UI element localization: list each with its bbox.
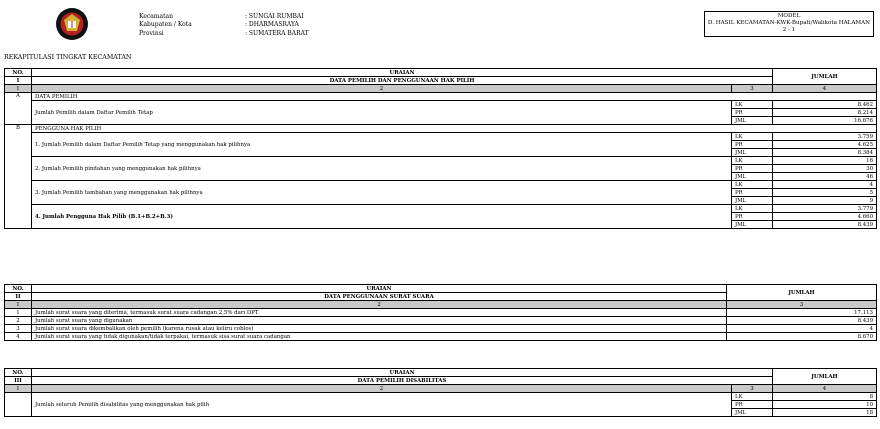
column-number: 1 — [5, 85, 32, 93]
table-data-pemilih — [4, 68, 877, 229]
provinsi-value: : SUMATERA BARAT — [245, 29, 309, 37]
sub-label: LK — [732, 205, 773, 213]
kecamatan-value: : SUNGAI RUMBAI — [245, 13, 304, 20]
row-number-empty — [5, 393, 32, 417]
sub-label: LK — [732, 157, 773, 165]
model-title: MODEL — [777, 13, 801, 19]
model-page: 2 - 1 — [782, 27, 796, 33]
section-number: III — [5, 377, 32, 385]
kabupaten-label: Kabupaten / Kota — [139, 21, 192, 29]
jumlah-header: JUMLAH — [727, 285, 877, 301]
row-letter-a: A — [5, 93, 32, 125]
table-surat-suara — [4, 284, 877, 341]
column-number: 4 — [773, 85, 877, 93]
row-label: Jumlah surat suara dikembalikan oleh pemilih (karena rusak atau keliru coblos) — [32, 325, 727, 333]
row-number: 4 — [5, 333, 32, 341]
uraian-header: URAIAN — [32, 369, 773, 377]
sub-label: JML — [732, 117, 773, 125]
column-number: 4 — [773, 385, 877, 393]
value-cell: 8.439 — [773, 221, 877, 229]
table-row — [5, 325, 877, 333]
sub-label: JML — [732, 409, 773, 417]
no-header: NO. — [5, 369, 32, 377]
value-cell: 8.670 — [727, 333, 877, 341]
sub-label: JML — [732, 197, 773, 205]
row-label: Jumlah Pemilih dalam Daftar Pemilih Tetap — [32, 101, 732, 125]
column-number: 2 — [32, 85, 732, 93]
table-row — [5, 309, 877, 317]
row-label: 3. Jumlah Pemilih tambahan yang menggunakan hak pilihnya — [32, 181, 732, 205]
row-letter-b: B — [5, 125, 32, 229]
row-number: 2 — [5, 317, 32, 325]
row-number: 3 — [5, 325, 32, 333]
section-title: DATA PEMILIH DAN PENGGUNAAN HAK PILIH — [32, 77, 773, 85]
sub-label: LK — [732, 181, 773, 189]
kabupaten-value: : DHARMASRAYA — [245, 21, 299, 29]
value-cell: 8.462 — [773, 101, 877, 109]
row-label-total: 4. Jumlah Pengguna Hak Pilih (B.1+B.2+B.3) — [32, 205, 732, 229]
kecamatan-label: Kecamatan — [139, 13, 173, 20]
value-cell: 3.779 — [773, 205, 877, 213]
table-disabilitas — [4, 368, 877, 417]
sub-label: JML — [732, 149, 773, 157]
header-labels — [139, 13, 192, 38]
column-number: 3 — [727, 301, 877, 309]
column-number: 1 — [5, 301, 32, 309]
header-values — [245, 13, 309, 38]
column-number: 3 — [732, 85, 773, 93]
page-title: REKAPITULASI TINGKAT KECAMATAN — [4, 54, 132, 61]
table-row — [5, 317, 877, 325]
sub-label: PR — [732, 165, 773, 173]
value-cell: 5 — [773, 189, 877, 197]
value-cell: 8.214 — [773, 109, 877, 117]
value-cell: 30 — [773, 165, 877, 173]
table-row — [5, 333, 877, 341]
value-cell: 3.759 — [773, 133, 877, 141]
sub-label: JML — [732, 173, 773, 181]
column-number: 1 — [5, 385, 32, 393]
value-cell: 4.625 — [773, 141, 877, 149]
value-cell: 8 — [773, 393, 877, 401]
value-cell: 4.660 — [773, 213, 877, 221]
kpu-logo-icon — [55, 7, 89, 41]
value-cell: 17.113 — [727, 309, 877, 317]
section-title: DATA PEMILIH DISABILITAS — [32, 377, 773, 385]
value-cell: 8.439 — [727, 317, 877, 325]
sub-label: LK — [732, 133, 773, 141]
row-label: Jumlah surat suara yang diterima, termasuk surat suara cadangan 2,5% dari DPT — [32, 309, 727, 317]
section-number: I — [5, 77, 32, 85]
value-cell: 9 — [773, 197, 877, 205]
row-number: 1 — [5, 309, 32, 317]
row-label: Jumlah surat suara yang digunakan — [32, 317, 727, 325]
row-label: 2. Jumlah Pemilih pindahan yang menggunakan hak pilihnya — [32, 157, 732, 181]
model-name: D. HASIL KECAMATAN-KWK-Bupati/Walikota HALAMAN — [707, 20, 871, 26]
row-label: Jumlah seluruh Pemilih disabilitas yang menggunakan hak pilih — [32, 393, 732, 417]
column-number: 3 — [732, 385, 773, 393]
jumlah-header: JUMLAH — [773, 369, 877, 385]
column-number: 2 — [32, 385, 732, 393]
column-number: 2 — [32, 301, 727, 309]
sub-label: PR — [732, 141, 773, 149]
row-label: Jumlah surat suara yang tidak digunakan/tidak terpakai, termasuk sisa surat suara cadangan — [32, 333, 727, 341]
sub-label: JML — [732, 221, 773, 229]
value-cell: 16 — [773, 157, 877, 165]
sub-label: PR — [732, 189, 773, 197]
row-label: 1. Jumlah Pemilih dalam Daftar Pemilih Tetap yang menggunakan hak pilihnya — [32, 133, 732, 157]
jumlah-header: JUMLAH — [773, 69, 877, 85]
provinsi-label: Provinsi — [139, 29, 164, 37]
value-cell: 4 — [773, 181, 877, 189]
value-cell: 18 — [773, 409, 877, 417]
subsection-title: PENGGUNA HAK PILIH — [32, 125, 877, 133]
sub-label: LK — [732, 101, 773, 109]
sub-label: PR — [732, 109, 773, 117]
model-box — [704, 11, 874, 37]
value-cell: 10 — [773, 401, 877, 409]
sub-label: PR — [732, 213, 773, 221]
subsection-title: DATA PEMILIH — [32, 93, 877, 101]
value-cell: 16.676 — [773, 117, 877, 125]
uraian-header: URAIAN — [32, 285, 727, 293]
value-cell: 4 — [727, 325, 877, 333]
sub-label: PR — [732, 401, 773, 409]
value-cell: 8.384 — [773, 149, 877, 157]
no-header: NO. — [5, 69, 32, 77]
sub-label: LK — [732, 393, 773, 401]
no-header: NO. — [5, 285, 32, 293]
section-title: DATA PENGGUNAAN SURAT SUARA — [32, 293, 727, 301]
value-cell: 46 — [773, 173, 877, 181]
uraian-header: URAIAN — [32, 69, 773, 77]
section-number: II — [5, 293, 32, 301]
